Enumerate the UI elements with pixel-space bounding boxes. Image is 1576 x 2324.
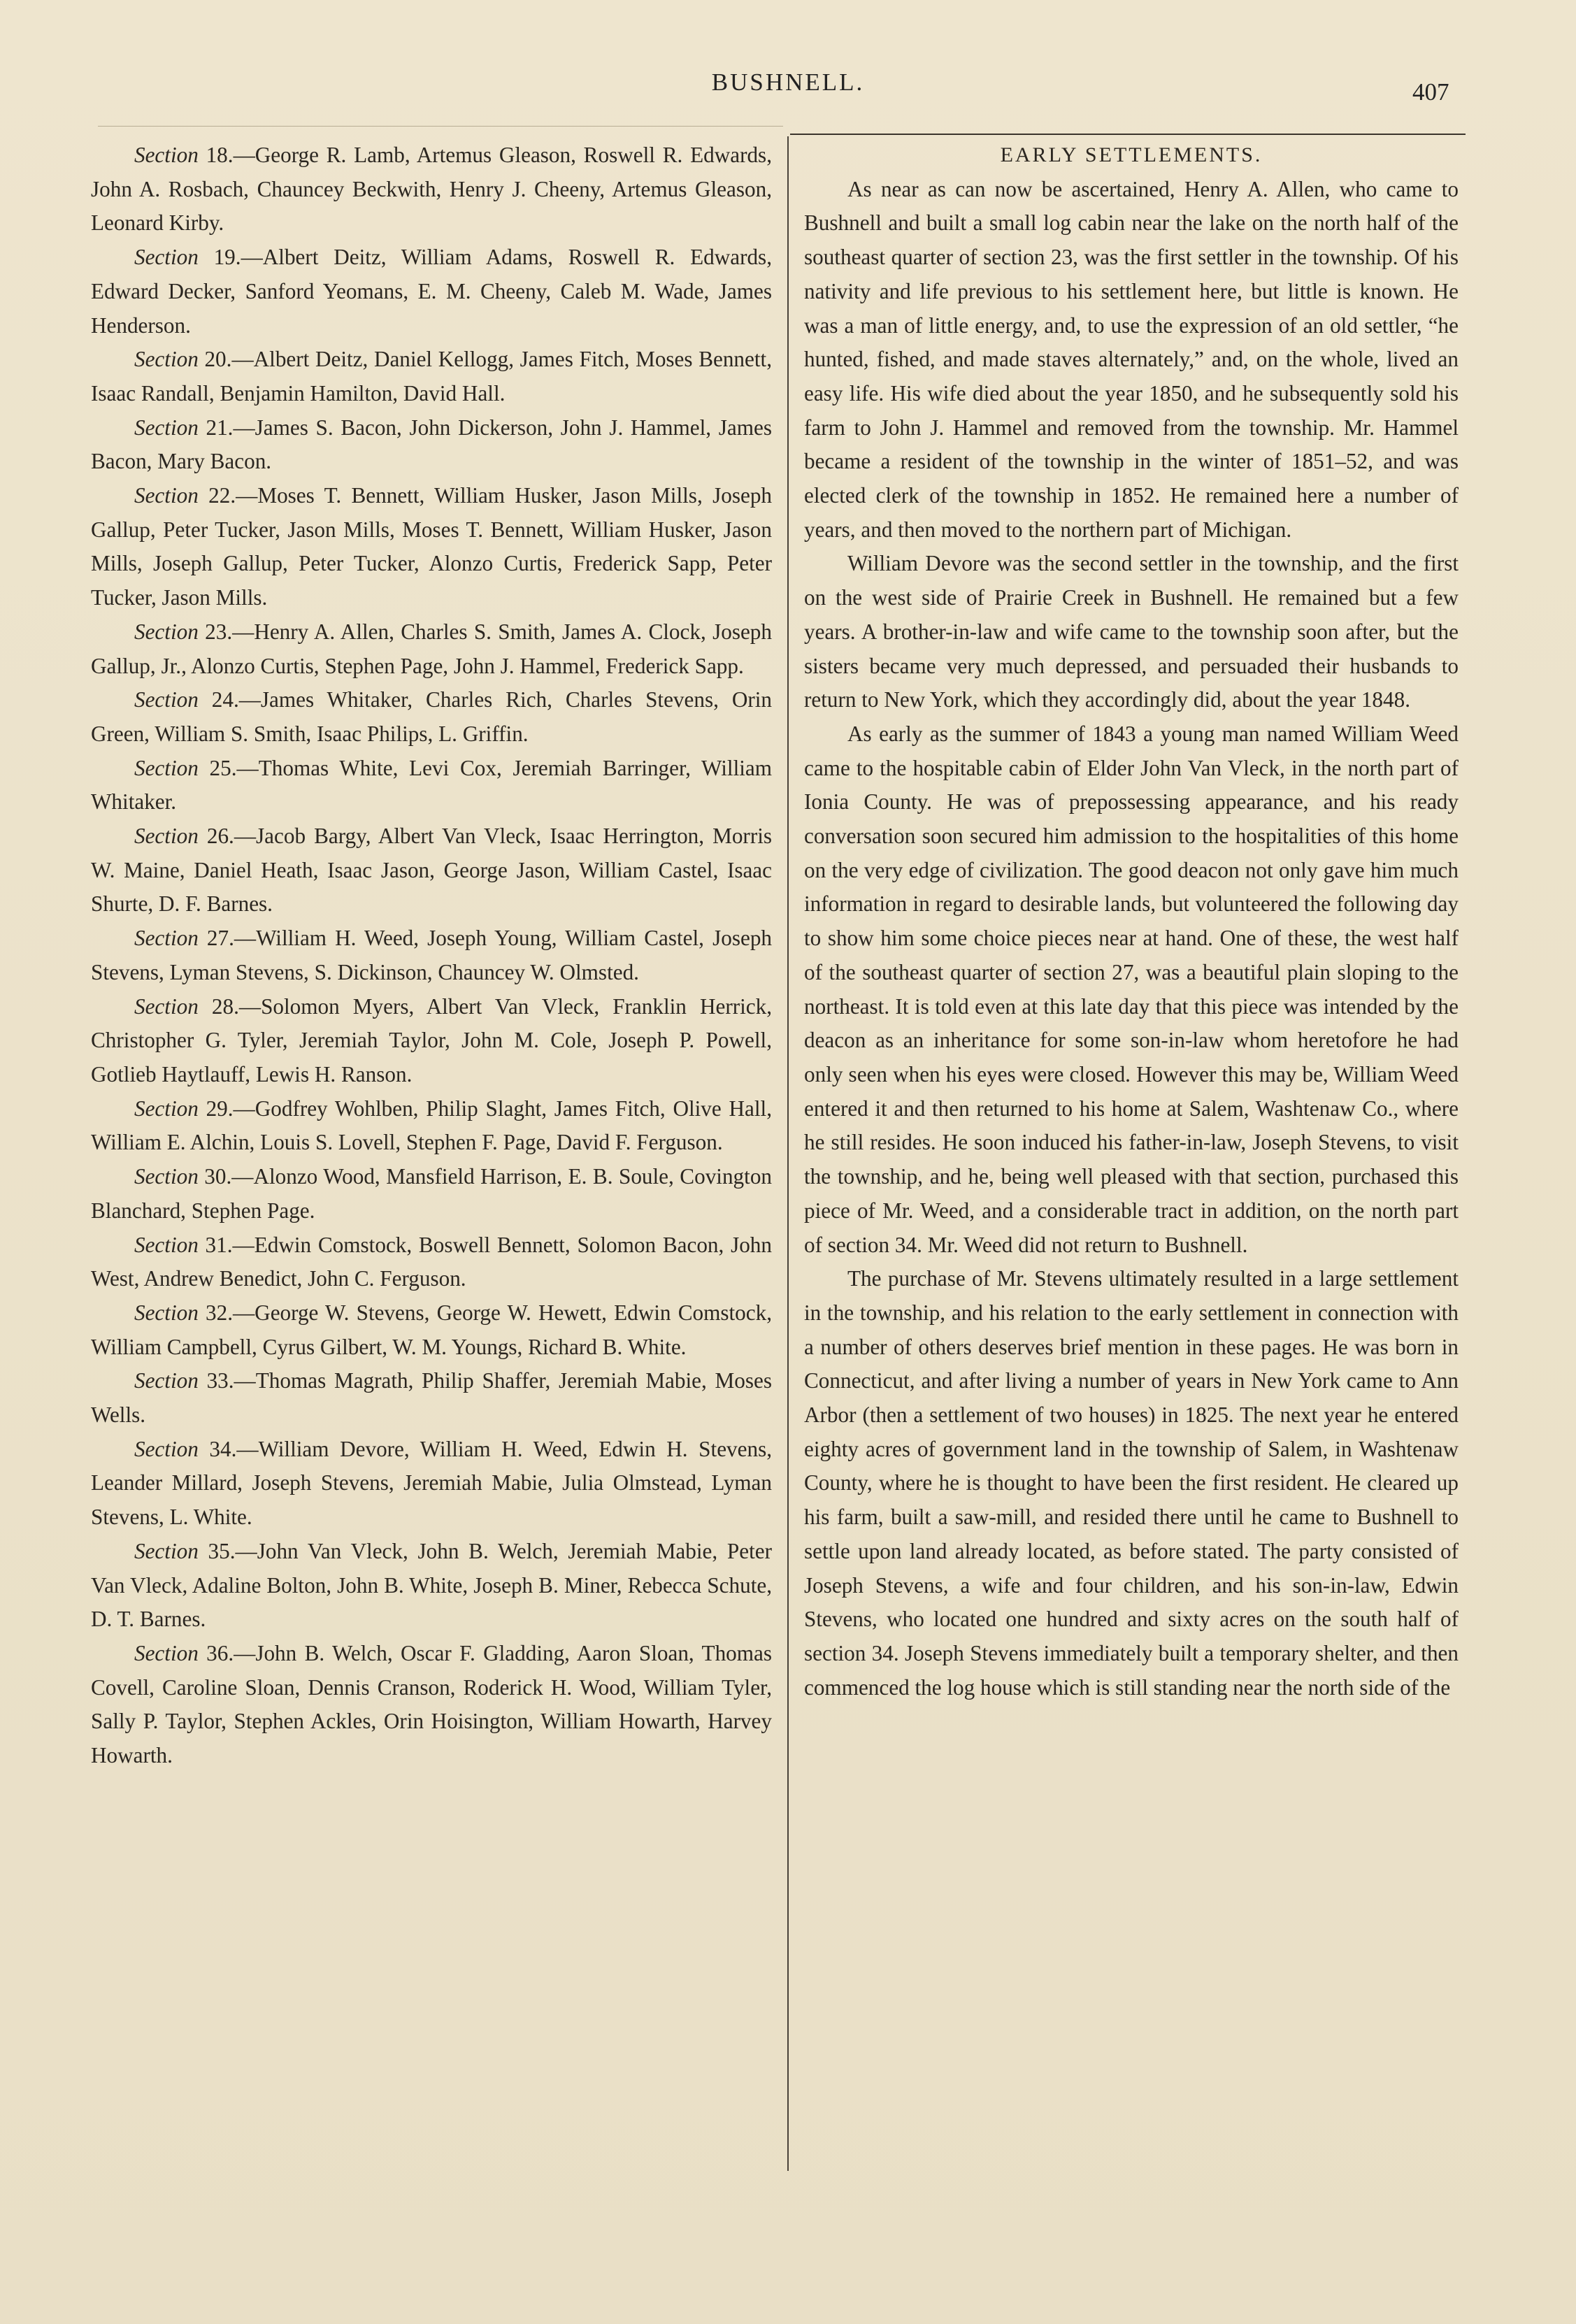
section-number: 25. <box>209 755 237 780</box>
section-entry: Section 19.—Albert Deitz, William Adams, Roswell R. Edwards, Edward Decker, Sanford Yeomans, E. M. Cheeny, Caleb M. Wade, James Henderson. <box>91 245 772 338</box>
section-names: George W. Stevens, George W. Hewett, Edwin Comstock, William Campbell, Cyrus Gilbert, W. M. Youngs, Richard B. White. <box>91 1300 772 1359</box>
section-entry: Section 35.—John Van Vleck, John B. Welch, Jeremiah Mabie, Peter Van Vleck, Adaline Bolton, John B. White, Joseph B. Miner, Rebecca Schute, D. T. Barnes. <box>91 1538 772 1632</box>
section-label: Section <box>134 755 199 780</box>
section-label: Section <box>134 1164 199 1189</box>
section-number: 18. <box>206 143 234 167</box>
section-names: John B. Welch, Oscar F. Gladding, Aaron Sloan, Thomas Covell, Caroline Sloan, Dennis Cranson, Roderick H. Wood, William Tyler, Sally P. Taylor, Stephen Ackles, Orin Hoisington, William Howarth, Harvey Howarth. <box>91 1640 772 1768</box>
section-number: 35. <box>208 1538 236 1563</box>
section-label: Section <box>134 143 199 167</box>
section-label: Section <box>134 926 199 951</box>
section-number: 34. <box>209 1436 237 1461</box>
section-entry: Section 32.—George W. Stevens, George W. Hewett, Edwin Comstock, William Campbell, Cyrus Gilbert, W. M. Youngs, Richard B. White. <box>91 1300 772 1359</box>
running-title: BUSHNELL. <box>711 69 865 96</box>
section-names: James S. Bacon, John Dickerson, John J. Hammel, James Bacon, Mary Bacon. <box>91 415 772 474</box>
section-label: Section <box>134 483 199 508</box>
section-number: 28. <box>211 994 239 1019</box>
section-number: 24. <box>211 687 239 712</box>
section-entry: Section 22.—Moses T. Bennett, William Husker, Jason Mills, Joseph Gallup, Peter Tucker, Jason Mills, Moses T. Bennett, William Husker, Jason Mills, Joseph Gallup, Peter Tucker, Alonzo Curtis, Frederick Sapp, Peter Tucker, Jason Mills. <box>91 483 773 610</box>
section-entry: Section 21.—James S. Bacon, John Dickerson, John J. Hammel, James Bacon, Mary Bacon. <box>91 415 772 474</box>
body-paragraph: William Devore was the second settler in the township, and the first on the west side of Prairie Creek in Bushnell. He remained but a few years. A brother-in-law and wife came to the township soon after, but the sisters became very much depressed, and persuaded their husbands to return to New York, which they accordingly did, about the year 1848. <box>804 551 1459 712</box>
section-names: Thomas Magrath, Philip Shaffer, Jeremiah Mabie, Moses Wells. <box>91 1368 772 1428</box>
section-label: Section <box>134 1436 199 1461</box>
section-names: John Van Vleck, John B. Welch, Jeremiah Mabie, Peter Van Vleck, Adaline Bolton, John B. White, Joseph B. Miner, Rebecca Schute, D. T. Barnes. <box>91 1538 772 1632</box>
section-label: Section <box>134 1096 199 1121</box>
section-entry: Section 24.—James Whitaker, Charles Rich, Charles Stevens, Orin Green, William S. Smith, Isaac Philips, L. Griffin. <box>91 687 773 746</box>
right-column-early-settlements <box>804 138 1459 1705</box>
body-paragraph: As near as can now be ascertained, Henry A. Allen, who came to Bushnell and built a small log cabin near the lake on the north half of the southeast quarter of section 23, was the first settler in the township. Of his nativity and life previous to his settlement here, but little is known. He was a man of little energy, and, to use the expression of an old settler, “he hunted, fished, and made staves alternately,” and, on the whole, lived an easy life. His wife died about the year 1850, and he subsequently sold his farm to John J. Hammel and removed from the township. Mr. Hammel became a resident of the township in the winter of 1851–52, and was elected clerk of the township in 1852. He remained here a number of years, and then moved to the northern part of Michigan. <box>804 176 1459 542</box>
section-label: Section <box>134 619 199 644</box>
section-names: Alonzo Wood, Mansfield Harrison, E. B. Soule, Covington Blanchard, Stephen Page. <box>91 1164 773 1223</box>
section-number: 23. <box>205 619 233 644</box>
section-entry: Section 28.—Solomon Myers, Albert Van Vleck, Franklin Herrick, Christopher G. Tyler, Jeremiah Taylor, John M. Cole, Joseph P. Powell, Gotlieb Haytlauff, Lewis H. Ranson. <box>91 994 772 1086</box>
section-label: Section <box>134 1640 199 1665</box>
section-label: Section <box>134 1232 199 1257</box>
section-entry: Section 25.—Thomas White, Levi Cox, Jeremiah Barringer, William Whitaker. <box>91 755 772 815</box>
section-number: 26. <box>206 824 234 849</box>
section-names: Jacob Bargy, Albert Van Vleck, Isaac Herrington, Morris W. Maine, Daniel Heath, Isaac Jason, George Jason, William Castel, Isaac Shurte, D. F. Barnes. <box>91 824 773 917</box>
section-number: 20. <box>204 347 232 372</box>
section-entry: Section 34.—William Devore, William H. Weed, Edwin H. Stevens, Leander Millard, Joseph Stevens, Jeremiah Mabie, Julia Olmstead, Lyman Stevens, L. White. <box>91 1436 773 1530</box>
section-names: Henry A. Allen, Charles S. Smith, James A. Clock, Joseph Gallup, Jr., Alonzo Curtis, Stephen Page, John J. Hammel, Frederick Sapp. <box>91 619 772 678</box>
section-label: Section <box>134 347 199 372</box>
section-entry: Section 27.—William H. Weed, Joseph Young, William Castel, Joseph Stevens, Lyman Stevens, S. Dickinson, Chauncey W. Olmsted. <box>91 926 773 984</box>
section-entry: Section 20.—Albert Deitz, Daniel Kellogg, James Fitch, Moses Bennett, Isaac Randall, Benjamin Hamilton, David Hall. <box>91 347 772 406</box>
section-number: 27. <box>206 926 234 951</box>
section-label: Section <box>134 687 199 712</box>
section-names: Solomon Myers, Albert Van Vleck, Franklin Herrick, Christopher G. Tyler, Jeremiah Taylor, John M. Cole, Joseph P. Powell, Gotlieb Haytlauff, Lewis H. Ranson. <box>91 994 772 1086</box>
section-names: Moses T. Bennett, William Husker, Jason Mills, Joseph Gallup, Peter Tucker, Jason Mills, Moses T. Bennett, William Husker, Jason Mills, Joseph Gallup, Peter Tucker, Alonzo Curtis, Frederick Sapp, Peter Tucker, Jason Mills. <box>91 483 773 610</box>
section-entry: Section 31.—Edwin Comstock, Boswell Bennett, Solomon Bacon, John West, Andrew Benedict, John C. Ferguson. <box>91 1232 772 1291</box>
section-names: Thomas White, Levi Cox, Jeremiah Barringer, William Whitaker. <box>91 755 772 815</box>
header-rule-faint <box>98 126 783 127</box>
section-label: Section <box>134 994 199 1019</box>
body-paragraph: As early as the summer of 1843 a young man named William Weed came to the hospitable cabin of Elder John Van Vleck, in the north part of Ionia County. He was of prepossessing appearance, and his ready conversation soon secured him admission to the hospitalities of this home on the very edge of civilization. The good deacon not only gave him much information in regard to desirable lands, but volunteered the following day to show him some choice pieces near at hand. One of these, the west half of the southeast quarter of section 27, was a beautiful plain sloping to the northeast. It is told even at this late day that this piece was intended by the deacon as an inheritance for some son-in-law whom heretofore he had only seen when his eyes were closed. However this may be, William Weed entered it and then returned to his home at Salem, Washtenaw Co., where he still resides. He soon induced his father-in-law, Joseph Stevens, to visit the township, and he, being well pleased with that section, purchased this piece of Mr. Weed, and a considerable tract in addition, on the north part of section 34. Mr. Weed did not return to Bushnell. <box>804 721 1459 1257</box>
section-names: George R. Lamb, Artemus Gleason, Roswell R. Edwards, John A. Rosbach, Chauncey Beckwith, Henry J. Cheeny, Artemus Gleason, Leonard Kirby. <box>91 143 772 236</box>
section-names: William Devore, William H. Weed, Edwin H. Stevens, Leander Millard, Joseph Stevens, Jeremiah Mabie, Julia Olmstead, Lyman Stevens, L. White. <box>91 1436 773 1530</box>
section-entry: Section 18.—George R. Lamb, Artemus Gleason, Roswell R. Edwards, John A. Rosbach, Chauncey Beckwith, Henry J. Cheeny, Artemus Gleason, Leonard Kirby. <box>91 143 772 236</box>
section-names: Albert Deitz, Daniel Kellogg, James Fitch, Moses Bennett, Isaac Randall, Benjamin Hamilton, David Hall. <box>91 347 772 406</box>
section-names: Godfrey Wohlben, Philip Slaght, James Fitch, Olive Hall, William E. Alchin, Louis S. Lovell, Stephen F. Page, David F. Ferguson. <box>91 1096 772 1155</box>
section-number: 31. <box>205 1232 233 1257</box>
section-label: Section <box>134 1300 199 1325</box>
section-number: 29. <box>206 1096 234 1121</box>
body-paragraph: The purchase of Mr. Stevens ultimately resulted in a large settlement in the township, and his relation to the early settlement in connection with a number of others deserves brief mention in these pages. He was born in Connecticut, and after living a number of years in New York came to Ann Arbor (then a settlement of two houses) in 1825. The next year he entered eighty acres of government land in the township of Salem, in Washtenaw County, where he is thought to have been the first resident. He cleared up his farm, built a saw-mill, and resided there until he came to Bushnell to settle upon land already located, as before stated. The party consisted of Joseph Stevens, a wife and four children, and his son-in-law, Edwin Stevens, who located one hundred and sixty acres on the south half of section 34. Joseph Stevens immediately built a temporary shelter, and then commenced the log house which is still standing near the north side of the <box>804 1266 1459 1700</box>
section-entry: Section 26.—Jacob Bargy, Albert Van Vleck, Isaac Herrington, Morris W. Maine, Daniel Heath, Isaac Jason, George Jason, William Castel, Isaac Shurte, D. F. Barnes. <box>91 824 773 917</box>
section-names: William H. Weed, Joseph Young, William Castel, Joseph Stevens, Lyman Stevens, S. Dickinson, Chauncey W. Olmsted. <box>91 926 773 984</box>
section-entry: Section 23.—Henry A. Allen, Charles S. Smith, James A. Clock, Joseph Gallup, Jr., Alonzo Curtis, Stephen Page, John J. Hammel, Frederick Sapp. <box>91 619 772 678</box>
header-rule <box>790 134 1466 135</box>
section-number: 21. <box>206 415 234 440</box>
left-column-section-list <box>91 138 772 1773</box>
section-label: Section <box>134 245 199 270</box>
page-number: 407 <box>1412 78 1449 106</box>
column-divider <box>787 136 789 2171</box>
section-entry: Section 33.—Thomas Magrath, Philip Shaffer, Jeremiah Mabie, Moses Wells. <box>91 1368 772 1428</box>
section-number: 30. <box>204 1164 232 1189</box>
section-number: 36. <box>206 1640 234 1665</box>
section-label: Section <box>134 1538 199 1563</box>
section-number: 22. <box>208 483 236 508</box>
section-entry: Section 36.—John B. Welch, Oscar F. Gladding, Aaron Sloan, Thomas Covell, Caroline Sloan, Dennis Cranson, Roderick H. Wood, William Tyler, Sally P. Taylor, Stephen Ackles, Orin Hoisington, William Howarth, Harvey Howarth. <box>91 1640 772 1768</box>
section-heading: EARLY SETTLEMENTS. <box>1000 143 1263 166</box>
section-number: 33. <box>206 1368 234 1393</box>
section-entry: Section 30.—Alonzo Wood, Mansfield Harrison, E. B. Soule, Covington Blanchard, Stephen Page. <box>91 1164 773 1223</box>
section-entry: Section 29.—Godfrey Wohlben, Philip Slaght, James Fitch, Olive Hall, William E. Alchin, Louis S. Lovell, Stephen F. Page, David F. Ferguson. <box>91 1096 772 1155</box>
section-names: Albert Deitz, William Adams, Roswell R. Edwards, Edward Decker, Sanford Yeomans, E. M. Cheeny, Caleb M. Wade, James Henderson. <box>91 245 772 338</box>
section-label: Section <box>134 415 199 440</box>
section-number: 19. <box>213 245 241 270</box>
section-label: Section <box>134 824 199 849</box>
section-names: James Whitaker, Charles Rich, Charles Stevens, Orin Green, William S. Smith, Isaac Philips, L. Griffin. <box>91 687 773 746</box>
section-number: 32. <box>206 1300 233 1325</box>
section-label: Section <box>134 1368 199 1393</box>
section-names: Edwin Comstock, Boswell Bennett, Solomon Bacon, John West, Andrew Benedict, John C. Ferguson. <box>91 1232 772 1291</box>
